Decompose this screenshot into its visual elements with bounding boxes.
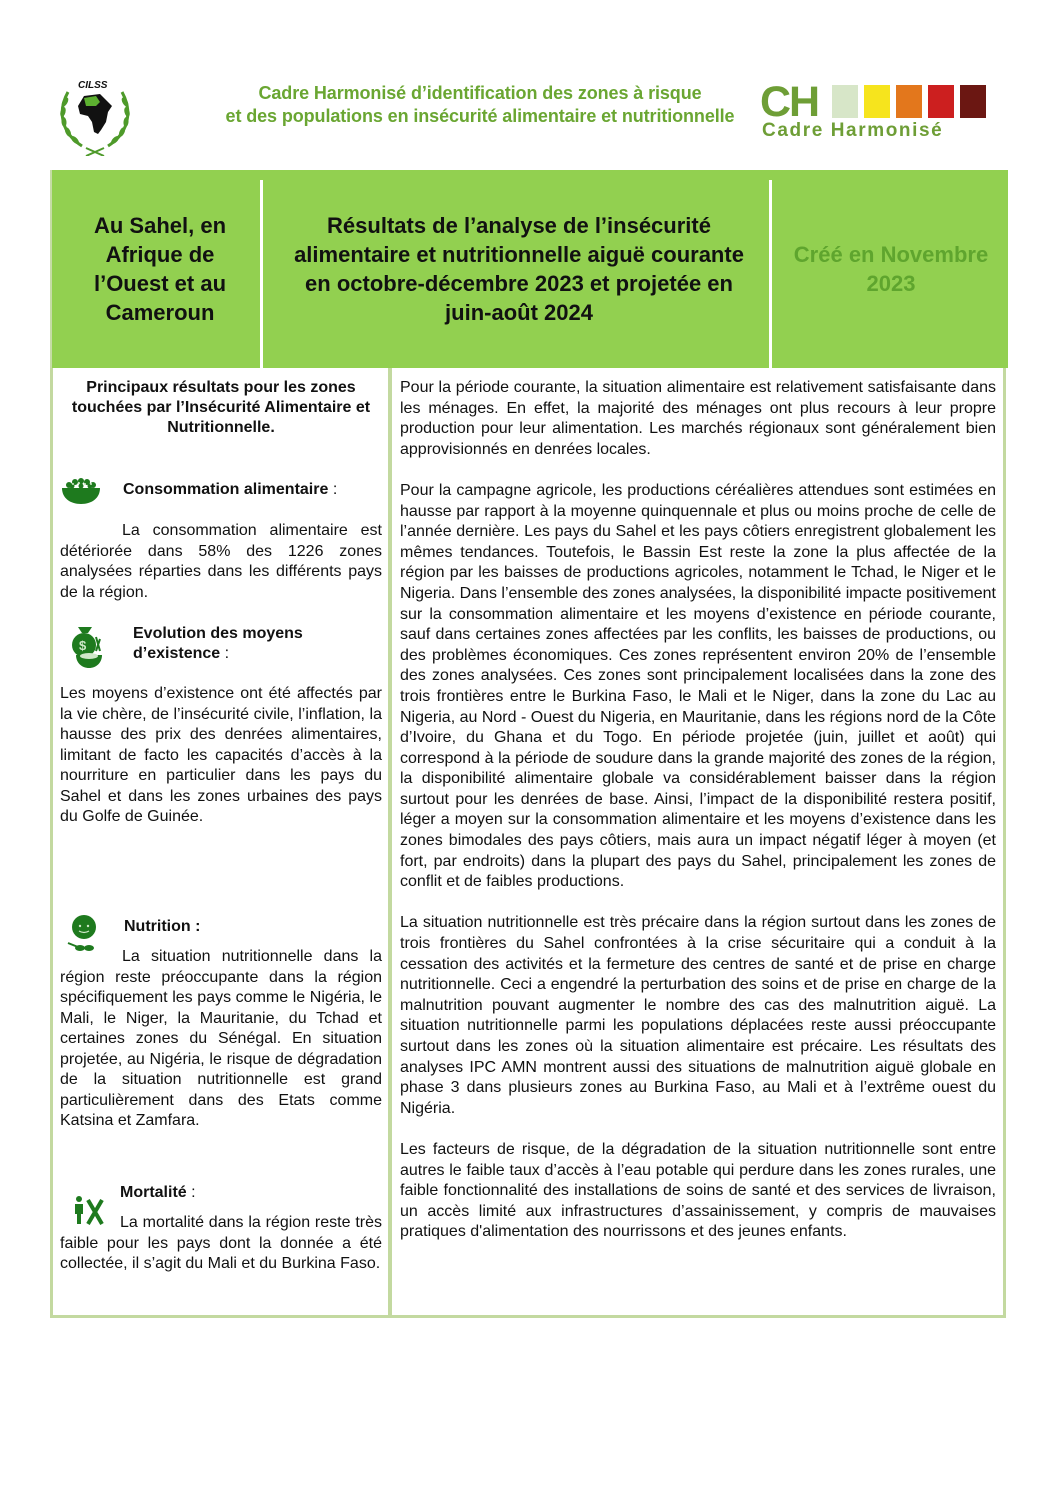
svg-text:CILSS: CILSS [78,80,108,91]
livelihood-money-bag-icon [68,625,104,674]
cilss-logo [56,72,134,156]
banner-region: Au Sahel, en Afrique de l’Ouest et au Cameroun [93,213,227,325]
key-results-heading: Principaux résultats pour les zones touchées par l’Insécurité Alimentaire et Nutritionnelle. [71,379,371,436]
phase-1-swatch [832,85,858,118]
key-results-column [60,378,382,438]
narrative-paragraph-risk-factors: Les facteurs de risque, de la dégradation de la situation nutritionnelle sont entre autres le faible taux d’accès à l’eau potable qui perdure dans les zones rurales, une faible fonctionnalité des installations de soins de santé et des services de livraison, un accès limité aux infrastructures d’assainissement, y compris de mauvaises pratiques d'alimentation des nourrissons et des jeunes enfants. [400,1140,996,1241]
phase-3-swatch [896,85,922,118]
header-title-line2: et des populations en insécurité alimentaire et nutritionnelle [225,106,735,126]
analysis-narrative [400,378,996,1243]
mortality-heading: Mortalité : [120,1184,196,1201]
banner-divider [260,180,263,368]
title-banner [50,170,1008,368]
livelihoods-heading: Evolution des moyens d’existence : [133,625,303,662]
banner-created-date: Créé en Novembre 2023 [793,242,989,296]
livelihoods-text: Les moyens d’existence ont été affectés par la vie chère, de l’insécurité civile, l’inflation, la hausse des prix des denrées alimentaires, limitant de facto les capacités d’accès à la nourriture en particulier dans les pays du Sahel et dans les zones urbaines des pays du Golfe de Guinée. [60,685,382,825]
ch-subtitle: Cadre Harmonisé [762,120,944,141]
narrative-paragraph-current-period: Pour la période courante, la situation alimentaire est relativement satisfaisante dans les ménages. En effet, la majorité des ménages ont plus recours à leur propre production pour leur alimentation. Les marchés régionaux sont généralement bien approvisionnés en denrées locales. [400,379,996,458]
food-bowl-icon [60,476,102,511]
mortality-text: La mortalité dans la région reste très faible pour les pays dont la donnée a été collectée, il s’agit du Mali et du Burkina Faso. [60,1214,382,1272]
header-title [150,82,810,128]
banner-divider [769,180,772,368]
narrative-paragraph-nutrition: La situation nutritionnelle est très précaire dans la région surtout dans les zones de trois frontières du Sahel confrontées à la crise sécuritaire qui a conduit à la cessation des activités et la fermeture des centres de santé et de prise en charge nutritionnelle. Ceci a engendré la perturbation des soins et de prise en charge de la malnutrition pouvant augmenter le nombre des cas des malnutrition aiguë. La situation nutritionnelle parmi les populations déplacées reste aussi préoccupante surtout dans les zones où la situation alimentaire est précaire. Les résultats des analyses IPC AMN montrent aussi des situations de malnutrition aiguë globale en phase 3 dans plusieurs zones au Burkina Faso, au Mali et à l’extrême ouest du Nigéria. [400,914,996,1117]
nutrition-heading: Nutrition : [124,918,201,935]
column-divider [388,368,392,1318]
africa-laurel-icon [56,72,134,156]
banner-title: Résultats de l’analyse de l’insécurité alimentaire et nutritionnelle aiguë courante en octobre-décembre 2023 et projetée en juin-août 2024 [294,213,744,325]
narrative-paragraph-agricultural-campaign: Pour la campagne agricole, les productions céréalières attendues sont estimées en hausse par rapport à la moyenne quinquennale et plus ou moins proche de celle de l’année dernière. Les pays du Sahel et les pays côtiers enregistrent globalement les mêmes tendances. Toutefois, le Bassin Est reste la zone la plus affectée de la région par les baisses de productions agricoles, notamment le Tchad, le Niger et le Nigeria. Dans l’ensemble des zones analysées, la disponibilité impacte positivement sur la consommation alimentaire et les moyens d’existence en période courante, sauf dans certaines zones affectées par les conflits, les baisses de productions, ou des problèmes économiques. Ces zones représentent environ 20% de l’ensemble des zones analysées. Ces zones sont principalement localisées dans la zone des trois frontières entre le Burkina Faso, le Mali et le Niger, dans la zone du Lac au Nigeria, au Nord - Ouest du Nigeria, en Mauritanie, dans les régions nord de la Côte d’Ivoire, du Ghana et du Togo. En période projetée (juin, juillet et août) qui correspond à la période de soudure dans la grande majorité des zones de la région, la disponibilité alimentaire globale va considérablement baisser dans la région surtout pour les denrées de base. Ainsi, l’impact de la disponibilité restera positif, léger a moyen sur la consommation alimentaire et les moyens d’existence dans les zones bimodales des pays côtiers, mais aura un impact négatif léger à moyen (et fort, par endroits) dans la plupart des pays du Sahel, principalement les zones de conflit et de faibles productions. [400,481,996,891]
consumption-text: La consommation alimentaire est détériorée dans 58% des 1226 zones analysées réparties dans les différents pays de la région. [60,522,382,601]
svg-text:$: $ [79,638,87,653]
cadre-harmonise-logo [760,78,992,144]
phase-4-swatch [928,85,954,118]
header-title-line1: Cadre Harmonisé d’identification des zones à risque [258,83,702,103]
phase-5-swatch [960,85,986,118]
nutrition-text: La situation nutritionnelle dans la région reste préoccupante dans la région spécifiquement les pays comme le Nigéria, le Mali, le Niger, la Mauritanie, du Tchad et certaines zones du Sénégal. En situation projetée, au Nigéria, le risque de dégradation de la situation nutritionnelle est grand particulièrement dans des Etats comme Katsina et Zamfara. [60,948,382,1129]
consumption-heading: Consommation alimentaire : [123,481,338,498]
phase-2-swatch [864,85,890,118]
ch-letters: CH [760,78,819,126]
